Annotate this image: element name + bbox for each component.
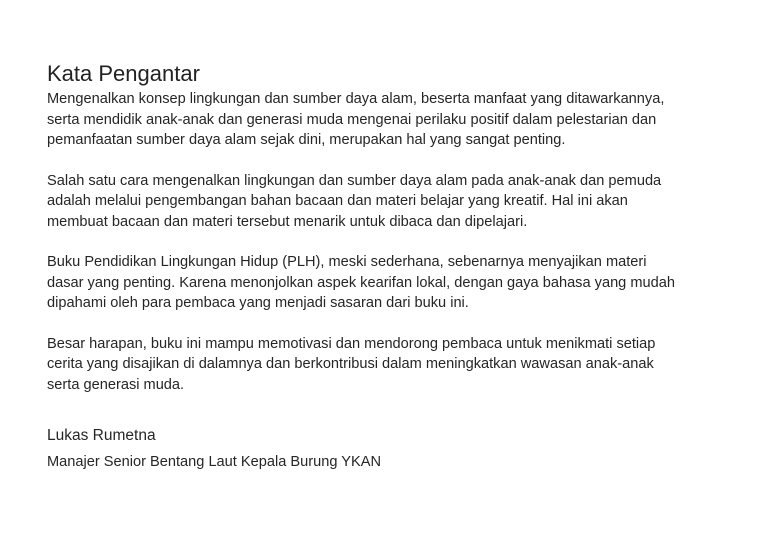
paragraph-2: Salah satu cara mengenalkan lingkungan dan sumber daya alam pada anak-anak dan pemuda adalah melalui pengembangan bahan bacaan dan materi belajar yang kreatif. Hal ini akan membuat bacaan dan materi tersebut menarik untuk dibaca dan dipelajari.: [47, 172, 662, 230]
paragraph-1: Mengenalkan konsep lingkungan dan sumber daya alam, beserta manfaat yang ditawarkannya, serta mendidik anak-anak dan generasi muda mengenai perilaku positif dalam pelestarian dan pemanfaatan sumber daya alam sejak dini, merupakan hal yang sangat penting.: [47, 91, 665, 148]
signer-name: Lukas Rumetna: [47, 427, 156, 444]
paragraph-3: Buku Pendidikan Lingkungan Hidup (PLH), meski sederhana, sebenarnya menyajikan materi dasar yang penting. Karena menonjolkan aspek kearifan lokal, dengan gaya bahasa yang mudah dipahami oleh para pembaca yang menjadi sasaran dari buku ini.: [47, 254, 675, 311]
signer-role: Manajer Senior Bentang Laut Kepala Burung YKAN: [47, 454, 381, 470]
page-title: Kata Pengantar: [47, 61, 200, 86]
paragraph-4: Besar harapan, buku ini mampu memotivasi dan mendorong pembaca untuk menikmati setiap cerita yang disajikan di dalamnya dan berkontribusi dalam meningkatkan wawasan anak-anak serta generasi muda.: [47, 335, 656, 393]
